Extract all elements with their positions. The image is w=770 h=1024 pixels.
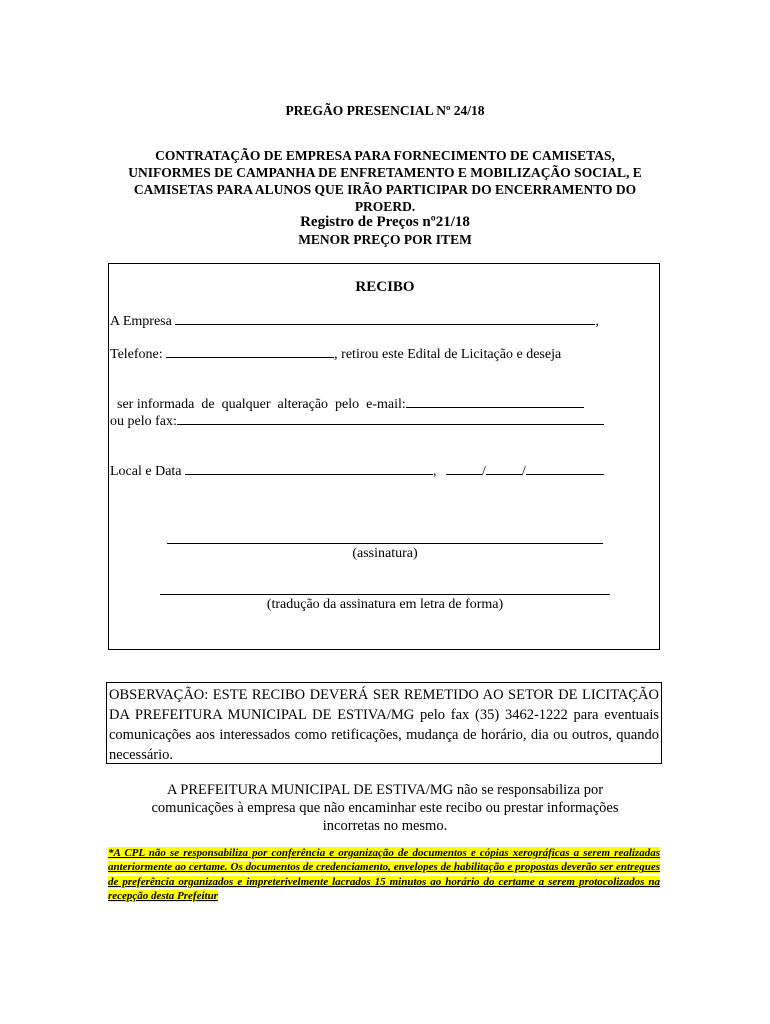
object-line-1: CONTRATAÇÃO DE EMPRESA PARA FORNECIMENTO DE CAMISETAS,	[155, 148, 615, 163]
object-line-2: UNIFORMES DE CAMPANHA DE ENFRETAMENTO E MOBILIZAÇÃO SOCIAL, E	[128, 165, 642, 180]
year-field[interactable]	[526, 462, 604, 475]
criterio-julgamento: MENOR PREÇO POR ITEM	[298, 232, 472, 247]
local-field[interactable]	[185, 462, 433, 475]
empresa-row	[110, 312, 599, 330]
document-title: PREGÃO PRESENCIAL Nº 24/18	[285, 103, 485, 118]
fax-label: ou pelo fax:	[110, 414, 177, 429]
fax-row	[110, 412, 604, 430]
local-data-row	[110, 462, 604, 480]
disclaimer-line-2: comunicações à empresa que não encaminhar este recibo ou prestar informações	[151, 800, 619, 816]
telefone-row	[110, 345, 561, 363]
nota-cpl-text: *A CPL não se responsabiliza por conferência e organização de documentos e cópias xerográficas a serem realizadas anteriormente ao certame. Os documentos de credenciamento, envelopes de habilitação e propostas deverão ser entregues de preferência organizados e impreterivelmente lacrados 15 minutos ao horário do certame a serem protocolizados na recepção desta Prefeitur	[108, 847, 660, 903]
email-row	[110, 379, 584, 413]
disclaimer-line-1: A PREFEITURA MUNICIPAL DE ESTIVA/MG não se responsabiliza por	[166, 782, 604, 798]
observacao-box: OBSERVAÇÃO: ESTE RECIBO DEVERÁ SER REMETIDO AO SETOR DE LICITAÇÃO DA PREFEITURA MUNICIPAL DE ESTIVA/MG pelo fax (35) 3462-1222 para eventuais comunicações aos interessados como retificações, mudança de horário, dia ou outros, quando necessário.	[106, 682, 662, 764]
email-field[interactable]	[406, 395, 584, 408]
traducao-line[interactable]	[160, 594, 610, 595]
empresa-field[interactable]	[175, 312, 595, 325]
telefone-label: Telefone:	[110, 347, 163, 362]
email-label: ser informada de qualquer alteração pelo e-mail:	[117, 397, 406, 412]
registro-precos: Registro de Preços nº21/18	[300, 214, 470, 230]
local-data-label: Local e Data	[110, 464, 182, 479]
fax-field[interactable]	[177, 412, 604, 425]
telefone-trailing: , retirou este Edital de Licitação e deseja	[334, 347, 562, 362]
object-line-3: CAMISETAS PARA ALUNOS QUE IRÃO PARTICIPAR DO ENCERRAMENTO DO	[133, 182, 637, 197]
date-slash-2: /	[521, 464, 526, 479]
object-line-4: PROERD.	[354, 199, 416, 214]
local-comma: ,	[433, 464, 437, 479]
assinatura-caption: (assinatura)	[352, 546, 418, 561]
nota-cpl	[108, 846, 660, 904]
empresa-comma: ,	[595, 314, 599, 329]
date-slash-1: /	[482, 464, 486, 479]
telefone-field[interactable]	[166, 345, 334, 358]
recibo-title: RECIBO	[355, 279, 415, 295]
disclaimer-line-3: incorretas no mesmo.	[322, 818, 448, 834]
assinatura-line[interactable]	[167, 543, 603, 544]
traducao-caption: (tradução da assinatura em letra de forma)	[266, 597, 504, 612]
month-field[interactable]	[486, 462, 522, 475]
day-field[interactable]	[446, 462, 482, 475]
empresa-label: A Empresa	[110, 314, 172, 329]
